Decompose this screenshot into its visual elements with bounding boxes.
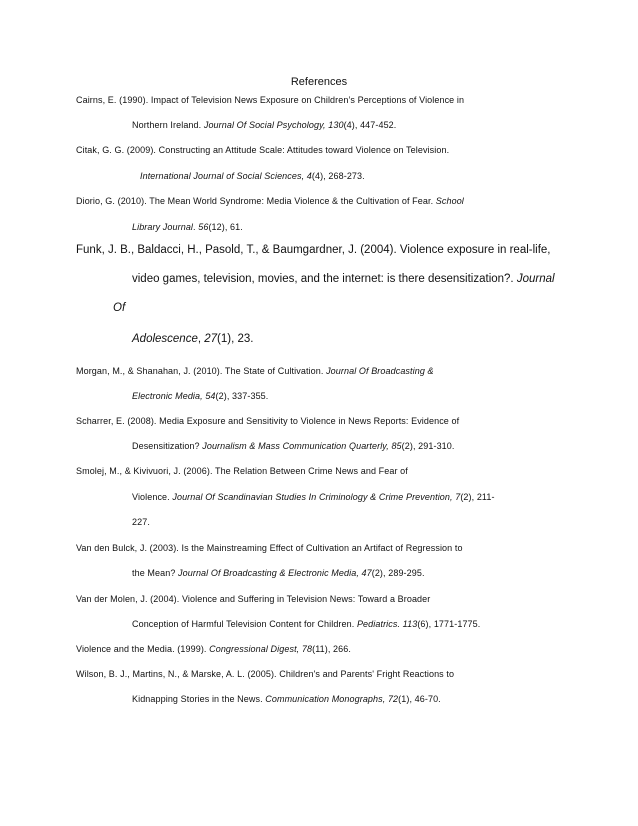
reference-line: Wilson, B. J., Martins, N., & Marske, A. L. (2005). Children's and Parents' Fright Reactions to [76,669,455,679]
reference-line: Northern Ireland. Journal Of Social Psychology, 130(4), 447-452. [132,120,397,130]
reference-line: Library Journal. 56(12), 61. [132,222,243,232]
reference-line: Diorio, G. (2010). The Mean World Syndrome: Media Violence & the Cultivation of Fear. School [76,196,464,206]
reference-line: International Journal of Social Sciences, 4(4), 268-273. [140,171,365,181]
reference-line: Kidnapping Stories in the News. Communication Monographs, 72(1), 46-70. [132,694,441,704]
reference-line: Morgan, M., & Shanahan, J. (2010). The State of Cultivation. Journal Of Broadcasting & [76,366,434,376]
page-title: References [290,76,348,88]
reference-line: Cairns, E. (1990). Impact of Television News Exposure on Children’s Perceptions of Violence in [76,95,465,105]
reference-line: Scharrer, E. (2008). Media Exposure and Sensitivity to Violence in News Reports: Evidence of [76,416,460,426]
reference-line: Violence. Journal Of Scandinavian Studies In Criminology & Crime Prevention, 7(2), 211- [132,492,495,502]
reference-line: Electronic Media, 54(2), 337-355. [132,391,269,401]
reference-line: Van der Molen, J. (2004). Violence and Suffering in Television News: Toward a Broader [76,594,431,604]
reference-line: 227. [132,517,150,527]
reference-line: Smolej, M., & Kivivuori, J. (2006). The Relation Between Crime News and Fear of [76,466,408,476]
reference-line: Conception of Harmful Television Content for Children. Pediatrics. 113(6), 1771-1775. [132,619,481,629]
reference-line: Van den Bulck, J. (2003). Is the Mainstreaming Effect of Cultivation an Artifact of Regression to [76,543,463,553]
reference-line: Citak, G. G. (2009). Constructing an Attitude Scale: Attitudes toward Violence on Television. [76,145,450,155]
reference-line: Violence and the Media. (1999). Congressional Digest, 78(11), 266. [76,644,351,654]
reference-line: Funk, J. B., Baldacci, H., Pasold, T., & Baumgardner, J. (2004). Violence exposure in real-life, [76,244,551,256]
reference-line: Desensitization? Journalism & Mass Communication Quarterly, 85(2), 291-310. [132,441,455,451]
reference-line: video games, television, movies, and the internet: is there desensitization?. Journal [132,273,555,285]
reference-line: Of [113,302,126,314]
reference-line: Adolescence, 27(1), 23. [132,333,254,345]
reference-line: the Mean? Journal Of Broadcasting & Electronic Media, 47(2), 289-295. [132,568,425,578]
